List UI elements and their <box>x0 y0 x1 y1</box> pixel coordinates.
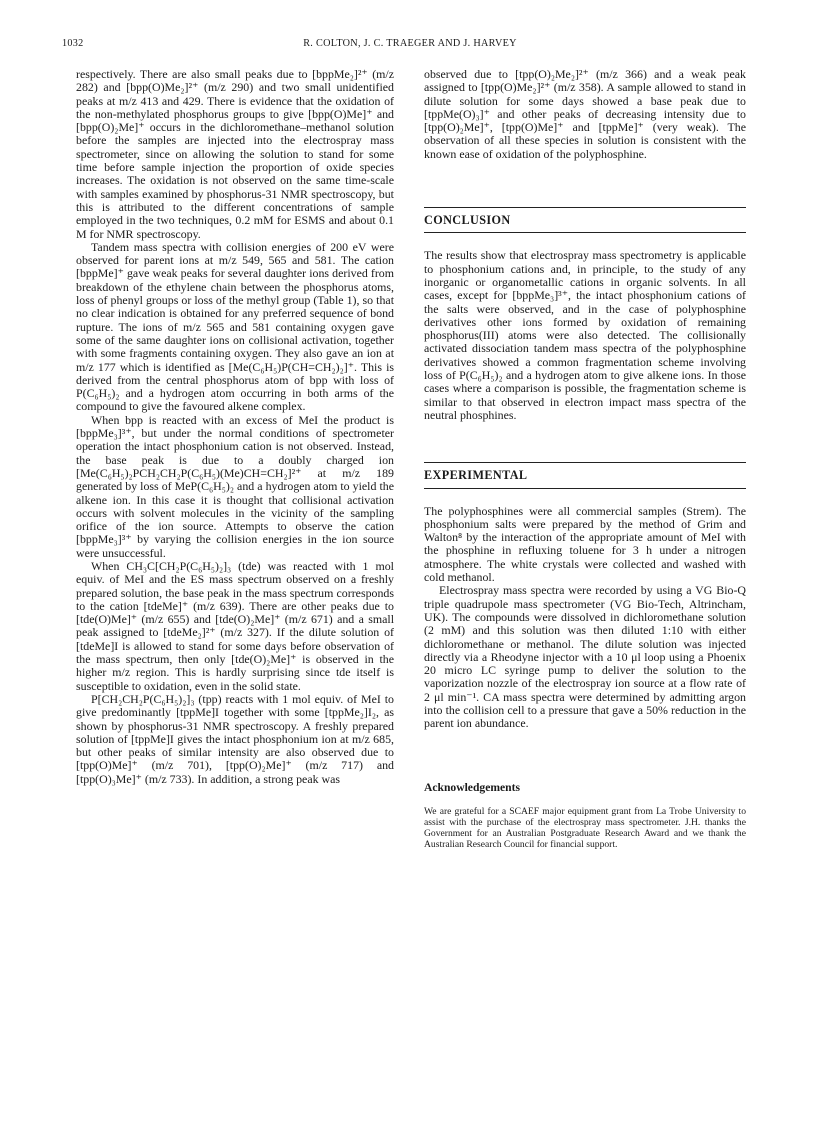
body-paragraph: observed due to [tpp(O)₂Me₂]²⁺ (m/z 366) and a weak peak assigned to [tpp(O)Me₂]²⁺ (m/z 358). A sample allowed to stand in dilute solution for some days showed a base peak due to [tppMe(O)₃]⁺ and other peaks of decreasing intensity due to [tpp(O)₂Me]⁺, [tpp(O)Me]⁺ and [tppMe]⁺ (very weak). The observation of all these species in solution is consistent with the known ease of oxidation of the polyphosphine. <box>424 67 746 161</box>
conclusion-heading: CONCLUSION <box>424 207 746 233</box>
conclusion-paragraph: The results show that electrospray mass spectrometry is applicable to phosphonium cations and, in principle, to the study of any inorganic or organometallic cations in organic solvents. In all cases, except for [bppMe₃]³⁺, the intact phosphonium cations of the salts were observed, and in the case of polyphosphine derivatives other ions formed by oxidation of remaining phosphorus(III) atoms were also detected. The collisionally activated dissociation tandem mass spectra of the polyphosphine derivatives showed a common fragmentation scheme involving loss of P(C₆H₅)₂ and a hydrogen atom to give alkene ions. In those cases where a comparison is possible, the fragmentation scheme is similar to that observed in electron impact mass spectra of the neutral phosphines. <box>424 248 746 422</box>
experimental-heading: EXPERIMENTAL <box>424 462 746 488</box>
body-paragraph: respectively. There are also small peaks due to [bppMe₂]²⁺ (m/z 282) and [bpp(O)Me₂]²⁺ (m/z 290) and two small unidentified peaks at m/z 413 and 429. There is evidence that the oxidation of the non-methylated phosphorus groups to give [bpp(O)Me]⁺ and [bpp(O)₂Me]⁺ occurs in the dichloromethane–methanol solution before the samples are injected into the electrospray mass spectrometer, since on allowing the solution to stand for some time before sample injection the proportion of oxide species increases. The oxidation is not observed on the same time-scale with samples examined by phosphorus-31 NMR spectroscopy, but this is attributed to the different concentrations of sample employed in the two techniques, 0.2 mM for ESMS and about 0.1 M for NMR spectroscopy. <box>76 67 394 241</box>
acknowledgements-heading: Acknowledgements <box>424 780 520 794</box>
body-paragraph: When CH₃C[CH₂P(C₆H₅)₂]₃ (tde) was reacted with 1 mol equiv. of MeI and the ES mass spectrum observed on a freshly prepared solution, the base peak in the mass spectrum corresponds to the cation [tdeMe]⁺ (m/z 639). There are other peaks due to [tde(O)Me]⁺ (m/z 655) and [tde(O)₂Me]⁺ (m/z 671) and a small peak assigned to [tdeMe₂]²⁺ (m/z 327). If the dilute solution of [tdeMe]I is allowed to stand for some days before observation of the mass spectrum, then only [tde(O)₂Me]⁺ is observed in the higher m/z region. This is hardly surprising since tde itself is susceptible to oxidation, even in the solid state. <box>76 558 394 693</box>
body-paragraph: When bpp is reacted with an excess of MeI the product is [bppMe₃]³⁺, but under the normal conditions of spectrometer operation the intact phosphonium cation is not observed. Instead, the base peak is due to a doubly charged ion [Me(C₆H₅)₂PCH₂CH₂P(C₆H₅)(Me)CH=CH₂]²⁺ at m/z 189 generated by loss of MeP(C₆H₅)₂ and a hydrogen atom to yield the alkene ion. In this case it is thought that collisional activation occurs with solvent molecules in the vicinity of the sampling orifice of the ion source. Attempts to observe the cation [bppMe₃]³⁺ by varying the collision energies in the ion source were unsuccessful. <box>76 412 394 560</box>
running-head: R. COLTON, J. C. TRAEGER AND J. HARVEY <box>303 38 517 49</box>
experimental-paragraph: Electrospray mass spectra were recorded by using a VG Bio-Q triple quadrupole mass spectrometer (VG Bio-Tech, Altrincham, UK). The compounds were dissolved in dichloromethane solution (2 mM) and this solution was then diluted 1:10 with either dichloromethane or methanol. The dilute solution was injected directly via a Rheodyne injector with a 10 μl loop using a Phoenix 20 micro LC syringe pump to deliver the solution to the vaporization nozzle of the electrospray ion source at a flow rate of 2 μl min⁻¹. CA mass spectra were determined by admitting argon into the collision cell to a pressure that gave a 50% reduction in the parent ion abundance. <box>424 583 746 731</box>
page-header <box>62 38 758 54</box>
body-paragraph: Tandem mass spectra with collision energies of 200 eV were observed for parent ions at m/z 549, 565 and 581. The cation [bppMe]⁺ gave weak peaks for several daughter ions derived from breakdown of the ethylene chain between the phosphorus atoms, loss of phenyl groups or loss of the methyl group (Table 1), so that no clear indication is obtained for any preferred sequence of bond rupture. The ions of m/z 565 and 581 containing oxygen gave some of the same daughter ions on collisional activation, together with some fragments containing oxygen. They also gave an ion at m/z 177 which is identified as [Me(C₆H₅)P(CH=CH₂)₂]⁺. This is derived from the central phosphorus atom of bpp with loss of P(C₆H₅)₂ and a hydrogen atom occurring in both arms of the compound to give the favoured alkene complex. <box>76 239 394 414</box>
page-number: 1032 <box>62 38 84 49</box>
body-paragraph: P[CH₂CH₂P(C₆H₅)₂]₃ (tpp) reacts with 1 mol equiv. of MeI to give predominantly [tppMe]I together with some [tppMe₂]I₂, as shown by phosphorus-31 NMR spectroscopy. A freshly prepared solution of [tppMe]I gives the intact phosphonium ion at m/z 685, but other peaks of similar intensity are also observed due to [tpp(O)Me]⁺ (m/z 701), [tpp(O)₂Me]⁺ (m/z 717) and [tpp(O)₃Me]⁺ (m/z 733). In addition, a strong peak was <box>76 691 394 786</box>
left-column <box>76 68 394 786</box>
right-column <box>424 68 746 851</box>
experimental-paragraph: The polyphosphines were all commercial samples (Strem). The phosphonium salts were prepared by the method of Grim and Walton⁸ by the interaction of the appropriate amount of MeI with the phosphine in refluxing toluene for 3 h under a nitrogen atmosphere. The white crystals were collected and washed with cold methanol. <box>424 503 746 585</box>
acknowledgements-text: We are grateful for a SCAEF major equipment grant from La Trobe University to assist with the purchase of the electrospray mass spectrometer. J.H. thanks the Government for an Australian Postgraduate Research Award and we thank the Australian Research Council for financial support. <box>424 805 746 851</box>
